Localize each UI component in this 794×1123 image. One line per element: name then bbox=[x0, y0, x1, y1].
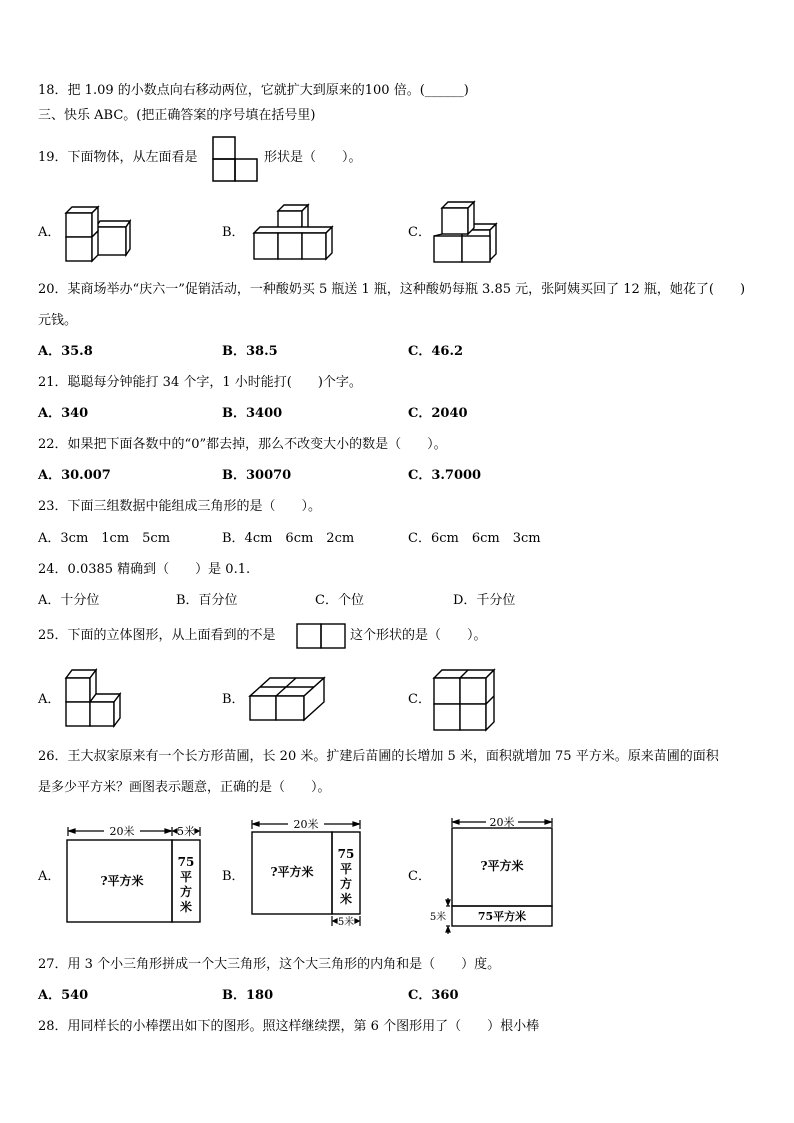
q26a-inc75-v1: 75 bbox=[177, 855, 195, 869]
q26b-inc75-v2: 平 bbox=[339, 862, 353, 876]
q21-option-a: A．340 bbox=[38, 406, 89, 421]
q24-text: 24．0.0385 精确到（ ）是 0.1. bbox=[38, 562, 251, 577]
q20-option-c: C．46.2 bbox=[408, 344, 464, 359]
q19-left-view-figure bbox=[212, 136, 258, 182]
q27-text: 27．用 3 个小三角形拼成一个大三角形，这个大三角形的内角和是（ ）度。 bbox=[38, 957, 501, 972]
q25-top-view-figure bbox=[296, 623, 346, 649]
q23-option-b: B．4cm 6cm 2cm bbox=[222, 531, 355, 546]
q26a-inc75-v4: 米 bbox=[179, 900, 193, 914]
q26a-inc75-v3: 方 bbox=[179, 885, 193, 899]
q26-option-b-figure bbox=[248, 816, 368, 932]
q25-option-c-label: C． bbox=[408, 692, 431, 707]
q25-option-b-label: B． bbox=[222, 692, 245, 707]
q26-option-a-label: A． bbox=[38, 869, 61, 884]
q18-text: 18．把 1.09 的小数点向右移动两位，它就扩大到原来的100 倍。(______) bbox=[38, 83, 469, 98]
q25-option-b-figure bbox=[248, 676, 332, 724]
q28-text: 28．用同样长的小棒摆出如下的图形。照这样继续摆，第 6 个图形用了（ ）根小棒 bbox=[38, 1019, 540, 1034]
q22-option-a: A．30.007 bbox=[38, 468, 111, 483]
section3-heading: 三、快乐 ABC。(把正确答案的序号填在括号里) bbox=[38, 108, 316, 123]
q25-option-a-figure bbox=[64, 668, 128, 730]
q24-option-c: C．个位 bbox=[315, 593, 364, 608]
q26-option-c-label: C． bbox=[408, 869, 431, 884]
q26-option-c-figure bbox=[428, 814, 558, 938]
q26c-inc75-label: 75平方米 bbox=[477, 910, 527, 923]
q24-option-b: B．百分位 bbox=[176, 593, 238, 608]
q26b-inc75-v4: 米 bbox=[339, 892, 353, 906]
q26a-len5-label: 5米 bbox=[177, 825, 195, 838]
q26-option-b-label: B． bbox=[222, 869, 245, 884]
q26-option-a-figure bbox=[64, 822, 210, 926]
q27-option-c: C．360 bbox=[408, 988, 459, 1003]
q21-text: 21．聪聪每分钟能打 34 个字，1 小时能打( )个字。 bbox=[38, 375, 362, 390]
q19-suffix: 形状是（ ）。 bbox=[264, 150, 362, 165]
q26c-len20-label: 20米 bbox=[489, 816, 515, 829]
q22-text: 22．如果把下面各数中的“0”都去掉，那么不改变大小的数是（ ）。 bbox=[38, 437, 447, 452]
q26c-len5-label: 5米 bbox=[429, 912, 447, 923]
q25-option-c-figure bbox=[432, 668, 498, 734]
q22-option-c: C．3.7000 bbox=[408, 468, 482, 483]
q26b-inc75-v1: 75 bbox=[337, 847, 355, 861]
q26a-inc75-v2: 平 bbox=[179, 870, 193, 884]
q25-suffix: 这个形状的是（ ）。 bbox=[350, 628, 487, 643]
q27-option-b: B．180 bbox=[222, 988, 274, 1003]
q26b-len5-label: 5米 bbox=[337, 917, 355, 928]
q26-line1: 26．王大叔家原来有一个长方形苗圃，长 20 米。扩建后苗圃的长增加 5 米，面积就增加 75 平方米。原来苗圃的面积 bbox=[38, 749, 719, 764]
q21-option-c: C．2040 bbox=[408, 406, 468, 421]
q26a-unknown-label: ?平方米 bbox=[100, 874, 144, 888]
q20-option-b: B．38.5 bbox=[222, 344, 278, 359]
q19-prefix: 19．下面物体，从左面看是 bbox=[38, 150, 198, 165]
q26c-unknown-label: ?平方米 bbox=[480, 859, 524, 873]
q27-option-a: A．540 bbox=[38, 988, 89, 1003]
q21-option-b: B．3400 bbox=[222, 406, 283, 421]
q19-option-a-label: A． bbox=[38, 225, 61, 240]
q19-option-c-figure bbox=[432, 200, 502, 266]
q24-option-d: D．千分位 bbox=[453, 593, 516, 608]
q19-option-c-label: C． bbox=[408, 225, 431, 240]
q19-option-a-figure bbox=[64, 205, 134, 265]
q22-option-b: B．30070 bbox=[222, 468, 292, 483]
q26-line2: 是多少平方米？画图表示题意，正确的是（ ）。 bbox=[38, 780, 331, 795]
q26b-inc75-v3: 方 bbox=[339, 877, 353, 891]
q26b-unknown-label: ?平方米 bbox=[270, 865, 314, 879]
q19-option-b-label: B． bbox=[222, 225, 245, 240]
q25-option-a-label: A． bbox=[38, 692, 61, 707]
q23-text: 23．下面三组数据中能组成三角形的是（ ）。 bbox=[38, 499, 322, 514]
q26b-len20-label: 20米 bbox=[293, 818, 319, 831]
q26a-len20-label: 20米 bbox=[109, 825, 135, 838]
q23-option-c: C．6cm 6cm 3cm bbox=[408, 531, 541, 546]
q25-prefix: 25．下面的立体图形，从上面看到的不是 bbox=[38, 628, 276, 643]
q23-option-a: A．3cm 1cm 5cm bbox=[38, 531, 171, 546]
q19-option-b-figure bbox=[252, 203, 334, 265]
q20-option-a: A．35.8 bbox=[38, 344, 93, 359]
q20-line1: 20．某商场举办“庆六一”促销活动，一种酸奶买 5 瓶送 1 瓶，这种酸奶每瓶 3.85 元，张阿姨买回了 12 瓶，她花了( ) bbox=[38, 282, 746, 297]
q20-line2: 元钱。 bbox=[38, 313, 78, 328]
q24-option-a: A．十分位 bbox=[38, 593, 100, 608]
